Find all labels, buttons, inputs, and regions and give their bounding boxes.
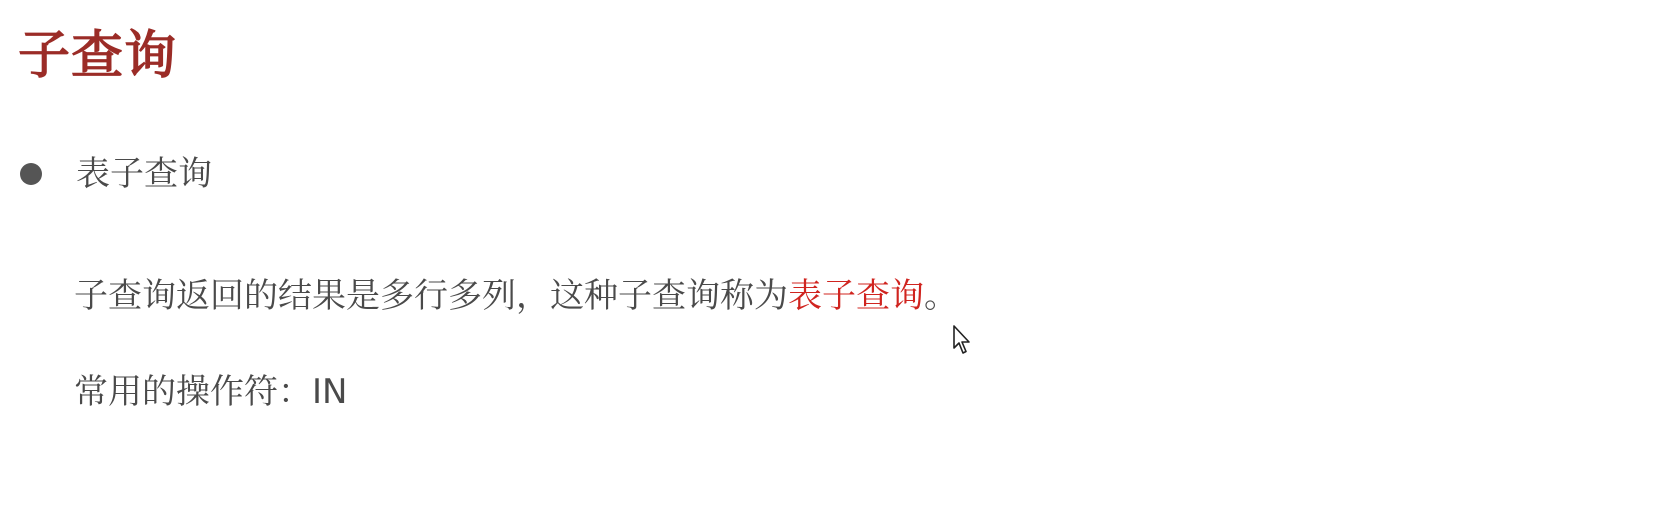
paragraph-text-before: 子查询返回的结果是多行多列，这种子查询称为 (74, 276, 788, 316)
paragraph-text-after: 。 (924, 276, 958, 316)
mouse-pointer-icon (952, 324, 972, 356)
paragraph-operator: 常用的操作符：IN (74, 372, 348, 412)
highlight-term: 表子查询 (788, 276, 924, 316)
bullet-dot-icon (20, 163, 42, 185)
bullet-item (20, 152, 212, 196)
paragraph-definition (74, 274, 958, 318)
slide-title: 子查询 (18, 26, 178, 86)
bullet-label: 表子查询 (76, 154, 212, 194)
